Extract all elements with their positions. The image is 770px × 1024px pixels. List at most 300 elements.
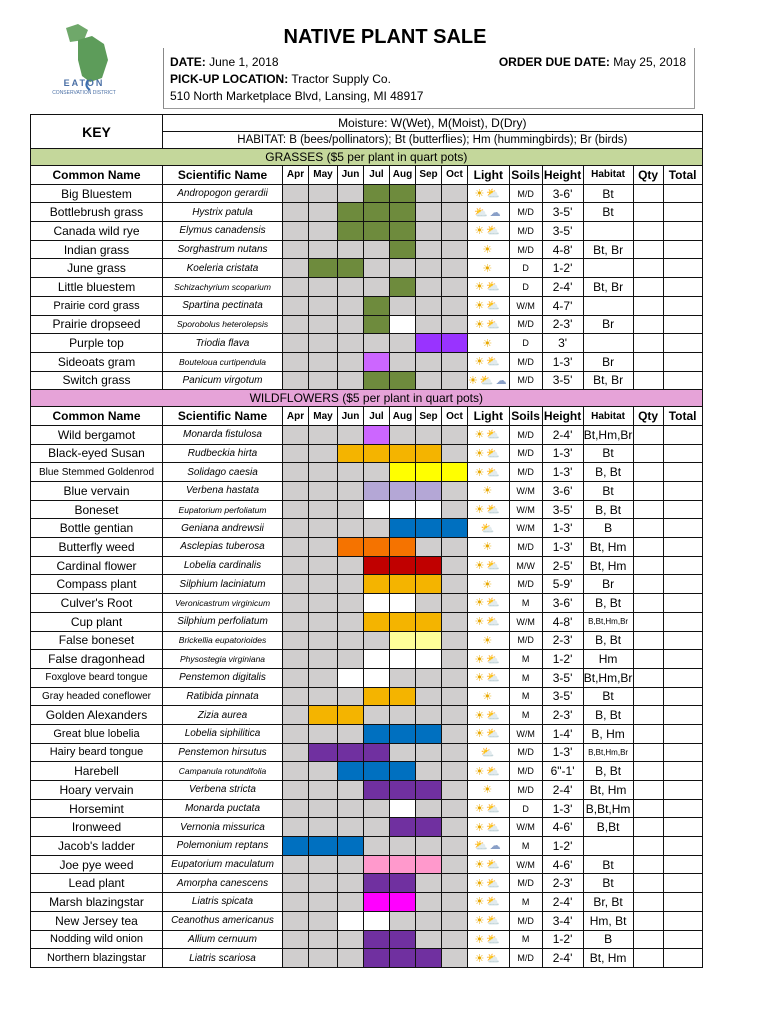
grasses-col-header-light: Light	[468, 166, 510, 185]
bloom-month-cell	[283, 425, 309, 444]
bloom-month-cell	[390, 482, 416, 501]
shade-icon: ☁	[489, 840, 503, 853]
soils-cell: W/M	[509, 500, 542, 519]
scientific-name: Monarda puctata	[163, 799, 283, 818]
part-sun-icon: ⛅	[486, 429, 503, 442]
height-cell: 4-8'	[542, 612, 583, 631]
bloom-month-cell	[283, 724, 309, 743]
plant-row	[31, 482, 703, 501]
bloom-month-cell	[416, 799, 442, 818]
plant-row	[31, 855, 703, 874]
habitat-cell: B, Bt	[583, 706, 633, 725]
qty-input-cell[interactable]	[633, 930, 663, 949]
part-sun-icon: ⛅	[486, 821, 503, 834]
height-cell: 1-2'	[542, 930, 583, 949]
bloom-month-cell	[416, 500, 442, 519]
full-sun-icon: ☀	[482, 578, 495, 591]
bloom-month-cell	[338, 837, 364, 856]
qty-input-cell[interactable]	[633, 743, 663, 762]
full-sun-icon: ☀	[474, 225, 487, 238]
bloom-month-cell	[442, 184, 468, 203]
bloom-month-cell	[390, 222, 416, 241]
full-sun-icon: ☀	[474, 877, 487, 890]
plant-row	[31, 743, 703, 762]
bloom-month-cell	[442, 949, 468, 968]
wildflowers-col-header-habitat: Habitat	[583, 407, 633, 426]
bloom-month-cell	[390, 315, 416, 334]
bloom-month-cell	[283, 222, 309, 241]
grasses-column-header-row	[31, 166, 703, 185]
bloom-month-cell	[364, 184, 390, 203]
common-name: Blue vervain	[31, 482, 163, 501]
bloom-month-cell	[364, 893, 390, 912]
qty-input-cell[interactable]	[633, 911, 663, 930]
total-cell	[663, 781, 702, 800]
bloom-month-cell	[309, 724, 338, 743]
common-name: Culver's Root	[31, 594, 163, 613]
qty-input-cell[interactable]	[633, 222, 663, 241]
scientific-name: Ratibida pinnata	[163, 687, 283, 706]
soils-cell: M/D	[509, 631, 542, 650]
wildflowers-col-header-sep: Sep	[416, 407, 442, 426]
light-cell	[468, 296, 510, 315]
bloom-month-cell	[309, 425, 338, 444]
bloom-month-cell	[390, 444, 416, 463]
qty-input-cell[interactable]	[633, 259, 663, 278]
bloom-month-cell	[390, 259, 416, 278]
bloom-month-cell	[364, 222, 390, 241]
bloom-month-cell	[416, 911, 442, 930]
qty-input-cell[interactable]	[633, 837, 663, 856]
scientific-name: Allium cernuum	[163, 930, 283, 949]
light-cell	[468, 352, 510, 371]
height-cell: 3-5'	[542, 371, 583, 390]
bloom-month-cell	[338, 184, 364, 203]
qty-input-cell[interactable]	[633, 425, 663, 444]
qty-input-cell[interactable]	[633, 352, 663, 371]
qty-input-cell[interactable]	[633, 594, 663, 613]
qty-input-cell[interactable]	[633, 762, 663, 781]
scientific-name: Elymus canadensis	[163, 222, 283, 241]
qty-input-cell[interactable]	[633, 184, 663, 203]
bloom-month-cell	[442, 837, 468, 856]
grasses-col-header-scientific-name: Scientific Name	[163, 166, 283, 185]
scientific-name: Verbena stricta	[163, 781, 283, 800]
qty-input-cell[interactable]	[633, 631, 663, 650]
qty-input-cell[interactable]	[633, 556, 663, 575]
key-label: KEY	[31, 115, 163, 149]
habitat-cell: Bt	[583, 855, 633, 874]
bloom-month-cell	[442, 500, 468, 519]
bloom-month-cell	[309, 334, 338, 353]
bloom-month-cell	[338, 519, 364, 538]
plant-row	[31, 818, 703, 837]
total-cell	[663, 222, 702, 241]
scientific-name: Schizachyrium scoparium	[163, 278, 283, 297]
bloom-month-cell	[283, 556, 309, 575]
height-cell: 3-6'	[542, 482, 583, 501]
bloom-month-cell	[416, 334, 442, 353]
bloom-month-cell	[416, 259, 442, 278]
part-sun-icon: ⛅	[486, 803, 503, 816]
plant-row	[31, 222, 703, 241]
qty-input-cell[interactable]	[633, 538, 663, 557]
qty-input-cell[interactable]	[633, 949, 663, 968]
total-cell	[663, 334, 702, 353]
part-sun-icon: ⛅	[480, 746, 497, 759]
bloom-month-cell	[283, 259, 309, 278]
grasses-col-header-total: Total	[663, 166, 702, 185]
part-sun-icon: ⛅	[486, 915, 503, 928]
light-cell	[468, 874, 510, 893]
height-cell: 1-2'	[542, 259, 583, 278]
qty-input-cell[interactable]	[633, 296, 663, 315]
total-cell	[663, 425, 702, 444]
bloom-month-cell	[364, 575, 390, 594]
light-cell	[468, 837, 510, 856]
total-cell	[663, 519, 702, 538]
habitat-cell: Bt	[583, 482, 633, 501]
habitat-cell: Bt,Hm,Br	[583, 425, 633, 444]
light-cell	[468, 371, 510, 390]
light-cell	[468, 631, 510, 650]
bloom-month-cell	[364, 463, 390, 482]
soils-cell: W/M	[509, 612, 542, 631]
qty-input-cell[interactable]	[633, 818, 663, 837]
total-cell	[663, 911, 702, 930]
bloom-month-cell	[283, 799, 309, 818]
habitat-cell: Hm	[583, 650, 633, 669]
height-cell: 3'	[542, 334, 583, 353]
common-name: Great blue lobelia	[31, 724, 163, 743]
bloom-month-cell	[364, 855, 390, 874]
scientific-name: Rudbeckia hirta	[163, 444, 283, 463]
habitat-cell: Hm, Bt	[583, 911, 633, 930]
qty-input-cell[interactable]	[633, 444, 663, 463]
part-sun-icon: ⛅	[486, 765, 503, 778]
bloom-month-cell	[390, 500, 416, 519]
height-cell: 4-6'	[542, 818, 583, 837]
bloom-month-cell	[416, 594, 442, 613]
bloom-month-cell	[364, 911, 390, 930]
total-cell	[663, 668, 702, 687]
bloom-month-cell	[283, 334, 309, 353]
height-cell: 1-2'	[542, 650, 583, 669]
qty-input-cell[interactable]	[633, 724, 663, 743]
qty-input-cell[interactable]	[633, 519, 663, 538]
habitat-cell: Bt, Hm	[583, 538, 633, 557]
bloom-month-cell	[416, 724, 442, 743]
bloom-month-cell	[442, 575, 468, 594]
part-sun-icon: ⛅	[486, 896, 503, 909]
light-cell	[468, 911, 510, 930]
total-cell	[663, 818, 702, 837]
height-cell: 2-3'	[542, 315, 583, 334]
soils-cell: W/M	[509, 855, 542, 874]
total-cell	[663, 482, 702, 501]
wildflowers-header: WILDFLOWERS ($5 per plant in quart pots)	[31, 390, 703, 407]
bloom-month-cell	[309, 222, 338, 241]
qty-input-cell[interactable]	[633, 482, 663, 501]
full-sun-icon: ☀	[482, 244, 495, 257]
part-sun-icon: ⛅	[486, 281, 503, 294]
common-name: Butterfly weed	[31, 538, 163, 557]
bloom-month-cell	[309, 668, 338, 687]
total-cell	[663, 444, 702, 463]
full-sun-icon: ☀	[474, 447, 487, 460]
bloom-month-cell	[283, 352, 309, 371]
bloom-month-cell	[442, 444, 468, 463]
pickup-label: PICK-UP LOCATION:	[170, 72, 289, 86]
bloom-month-cell	[364, 259, 390, 278]
bloom-month-cell	[309, 612, 338, 631]
full-sun-icon: ☀	[474, 560, 487, 573]
grasses-col-header-common-name: Common Name	[31, 166, 163, 185]
common-name: Ironweed	[31, 818, 163, 837]
qty-input-cell[interactable]	[633, 706, 663, 725]
part-sun-icon: ⛅	[486, 356, 503, 369]
wildflowers-col-header-common-name: Common Name	[31, 407, 163, 426]
bloom-month-cell	[442, 818, 468, 837]
habitat-cell	[583, 296, 633, 315]
light-cell	[468, 706, 510, 725]
bloom-month-cell	[283, 874, 309, 893]
scientific-name: Verbena hastata	[163, 482, 283, 501]
full-sun-icon: ☀	[474, 896, 487, 909]
bloom-month-cell	[416, 818, 442, 837]
full-sun-icon: ☀	[474, 616, 487, 629]
soils-cell: D	[509, 278, 542, 297]
bloom-month-cell	[416, 949, 442, 968]
bloom-month-cell	[364, 631, 390, 650]
bloom-month-cell	[416, 371, 442, 390]
bloom-month-cell	[283, 911, 309, 930]
bloom-month-cell	[283, 781, 309, 800]
qty-input-cell[interactable]	[633, 687, 663, 706]
total-cell	[663, 538, 702, 557]
bloom-month-cell	[309, 874, 338, 893]
qty-input-cell[interactable]	[633, 612, 663, 631]
plant-row	[31, 594, 703, 613]
light-cell	[468, 855, 510, 874]
qty-input-cell[interactable]	[633, 315, 663, 334]
qty-input-cell[interactable]	[633, 799, 663, 818]
bloom-month-cell	[442, 278, 468, 297]
bloom-month-cell	[364, 444, 390, 463]
wildflowers-col-header-may: May	[309, 407, 338, 426]
bloom-month-cell	[364, 949, 390, 968]
habitat-cell: Bt	[583, 444, 633, 463]
light-cell	[468, 425, 510, 444]
scientific-name: Silphium perfoliatum	[163, 612, 283, 631]
bloom-month-cell	[416, 556, 442, 575]
bloom-month-cell	[416, 482, 442, 501]
full-sun-icon: ☀	[474, 728, 487, 741]
bloom-month-cell	[338, 222, 364, 241]
plant-row	[31, 463, 703, 482]
bloom-month-cell	[338, 594, 364, 613]
bloom-month-cell	[442, 930, 468, 949]
wildflowers-col-header-total: Total	[663, 407, 702, 426]
part-sun-icon: ⛅	[486, 466, 503, 479]
scientific-name: Sporobolus heterolepsis	[163, 315, 283, 334]
light-cell	[468, 222, 510, 241]
qty-input-cell[interactable]	[633, 371, 663, 390]
qty-input-cell[interactable]	[633, 334, 663, 353]
soils-cell: M	[509, 687, 542, 706]
soils-cell: D	[509, 799, 542, 818]
bloom-month-cell	[364, 612, 390, 631]
plant-row	[31, 706, 703, 725]
qty-input-cell[interactable]	[633, 463, 663, 482]
common-name: Cardinal flower	[31, 556, 163, 575]
total-cell	[663, 949, 702, 968]
habitat-cell: Bt, Hm	[583, 781, 633, 800]
habitat-cell: Bt, Br	[583, 240, 633, 259]
bloom-month-cell	[309, 781, 338, 800]
wildflowers-col-header-jul: Jul	[364, 407, 390, 426]
wildflowers-header-row	[31, 390, 703, 407]
bloom-month-cell	[390, 352, 416, 371]
plant-row	[31, 538, 703, 557]
height-cell: 3-5'	[542, 687, 583, 706]
full-sun-icon: ☀	[482, 337, 495, 350]
bloom-month-cell	[283, 650, 309, 669]
bloom-month-cell	[390, 240, 416, 259]
bloom-month-cell	[338, 650, 364, 669]
bloom-month-cell	[283, 743, 309, 762]
part-sun-icon: ⛅	[473, 206, 490, 219]
qty-input-cell[interactable]	[633, 893, 663, 912]
bloom-month-cell	[442, 762, 468, 781]
bloom-month-cell	[309, 538, 338, 557]
bloom-month-cell	[442, 203, 468, 222]
qty-input-cell[interactable]	[633, 500, 663, 519]
light-cell	[468, 500, 510, 519]
habitat-cell	[583, 222, 633, 241]
soils-cell: M	[509, 893, 542, 912]
bloom-month-cell	[338, 259, 364, 278]
part-sun-icon: ⛅	[486, 447, 503, 460]
full-sun-icon: ☀	[474, 803, 487, 816]
full-sun-icon: ☀	[474, 466, 487, 479]
bloom-month-cell	[309, 762, 338, 781]
common-name: Foxglove beard tongue	[31, 668, 163, 687]
total-cell	[663, 575, 702, 594]
qty-input-cell[interactable]	[633, 575, 663, 594]
bloom-month-cell	[309, 444, 338, 463]
common-name: Bottle gentian	[31, 519, 163, 538]
full-sun-icon: ☀	[482, 634, 495, 647]
qty-input-cell[interactable]	[633, 855, 663, 874]
bloom-month-cell	[364, 371, 390, 390]
bloom-month-cell	[309, 519, 338, 538]
part-sun-icon: ⛅	[486, 672, 503, 685]
bloom-month-cell	[283, 444, 309, 463]
bloom-month-cell	[442, 743, 468, 762]
grasses-col-header-sep: Sep	[416, 166, 442, 185]
qty-input-cell[interactable]	[633, 781, 663, 800]
qty-input-cell[interactable]	[633, 240, 663, 259]
part-sun-icon: ⛅	[473, 840, 490, 853]
common-name: Little bluestem	[31, 278, 163, 297]
bloom-month-cell	[364, 203, 390, 222]
bloom-month-cell	[390, 837, 416, 856]
total-cell	[663, 296, 702, 315]
habitat-cell: B, Bt	[583, 762, 633, 781]
soils-cell: M	[509, 668, 542, 687]
bloom-month-cell	[416, 612, 442, 631]
height-cell: 3-6'	[542, 594, 583, 613]
habitat-cell: B	[583, 930, 633, 949]
bloom-month-cell	[416, 650, 442, 669]
light-cell	[468, 315, 510, 334]
full-sun-icon: ☀	[474, 859, 487, 872]
soils-cell: W/M	[509, 482, 542, 501]
habitat-cell	[583, 259, 633, 278]
bloom-month-cell	[338, 425, 364, 444]
scientific-name: Eupatorium maculatum	[163, 855, 283, 874]
bloom-month-cell	[283, 893, 309, 912]
bloom-month-cell	[364, 781, 390, 800]
bloom-month-cell	[390, 687, 416, 706]
qty-input-cell[interactable]	[633, 668, 663, 687]
bloom-month-cell	[283, 538, 309, 557]
qty-input-cell[interactable]	[633, 650, 663, 669]
grasses-col-header-aug: Aug	[390, 166, 416, 185]
soils-cell: M/D	[509, 463, 542, 482]
bloom-month-cell	[416, 222, 442, 241]
height-cell: 4-8'	[542, 240, 583, 259]
part-sun-icon: ⛅	[486, 653, 503, 666]
light-cell	[468, 949, 510, 968]
bloom-month-cell	[338, 781, 364, 800]
habitat-cell: Bt, Hm	[583, 556, 633, 575]
bloom-month-cell	[309, 315, 338, 334]
bloom-month-cell	[338, 874, 364, 893]
common-name: Bottlebrush grass	[31, 203, 163, 222]
bloom-month-cell	[364, 240, 390, 259]
bloom-month-cell	[338, 556, 364, 575]
part-sun-icon: ⛅	[486, 225, 503, 238]
bloom-month-cell	[390, 799, 416, 818]
height-cell: 4-7'	[542, 296, 583, 315]
bloom-month-cell	[283, 837, 309, 856]
bloom-month-cell	[442, 650, 468, 669]
plant-row	[31, 500, 703, 519]
common-name: Hairy beard tongue	[31, 743, 163, 762]
bloom-month-cell	[364, 482, 390, 501]
scientific-name: Bouteloua curtipendula	[163, 352, 283, 371]
bloom-month-cell	[338, 296, 364, 315]
habitat-cell: Br, Bt	[583, 893, 633, 912]
common-name: Prairie cord grass	[31, 296, 163, 315]
plant-row	[31, 911, 703, 930]
qty-input-cell[interactable]	[633, 874, 663, 893]
bloom-month-cell	[442, 371, 468, 390]
qty-input-cell[interactable]	[633, 278, 663, 297]
height-cell: 2-5'	[542, 556, 583, 575]
bloom-month-cell	[390, 724, 416, 743]
bloom-month-cell	[416, 184, 442, 203]
bloom-month-cell	[283, 855, 309, 874]
grasses-col-header-may: May	[309, 166, 338, 185]
bloom-month-cell	[309, 575, 338, 594]
bloom-month-cell	[416, 874, 442, 893]
bloom-month-cell	[442, 482, 468, 501]
qty-input-cell[interactable]	[633, 203, 663, 222]
total-cell	[663, 556, 702, 575]
